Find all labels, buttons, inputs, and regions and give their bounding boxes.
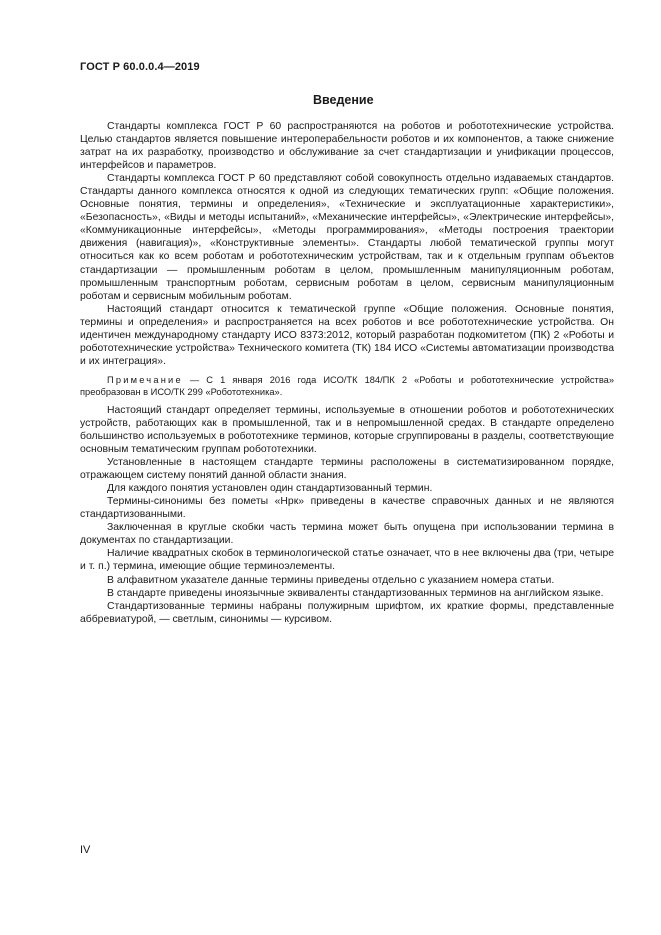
paragraph-10: В алфавитном указателе данные термины приведены отдельно с указанием номера статьи. [107,574,555,586]
paragraph-7: Термины-синонимы без пометы «Нрк» приведены в качестве справочных данных и не являются стандартизованными. [80,496,614,521]
paragraph-6: Для каждого понятия установлен один стандартизованный термин. [107,483,433,495]
body-text [80,120,614,626]
paragraph-11: В стандарте приведены иноязычные эквиваленты стандартизованных терминов на английском языке. [107,587,604,599]
paragraph-9: Наличие квадратных скобок в терминологической статье означает, что в нее включены два (три, четыре и т. п.) термина, имеющие общие терминоэлементы. [80,548,614,573]
page-number: IV [80,844,91,856]
paragraph-5: Установленные в настоящем стандарте термины расположены в систематизированном порядке, отражающем систему понятий данной области знания. [80,457,614,482]
note [80,374,614,398]
paragraph-2: Стандарты комплекса ГОСТ Р 60 представляют собой совокупность отдельно издаваемых стандартов. Стандарты данного комплекса относятся к одной из следующих тематических групп: «Общие положения. Основные понятия, термины и определения», «Технические и эксплуатационные характеристики», «Безопасность», «Виды и методы испытаний», «Механические интерфейсы», «Электрические интерфейсы», «Коммуникационные интерфейсы», «Методы программирования», «Методы построения траектории движения (навигация)», «Конструктивные элементы». Стандарты любой тематической группы могут относиться как ко всем роботам и робототехническим устройствам, так и к отдельным группам объектов стандартизации — промышленным роботам в целом, промышленным манипуляционным роботам, промышленным транспортным роботам, сервисным роботам в целом, сервисным манипуляционным роботам и сервисным мобильным роботам. [80,173,614,302]
document-code-header: ГОСТ Р 60.0.0.4—2019 [80,61,200,73]
paragraph-3: Настоящий стандарт относится к тематической группе «Общие положения. Основные понятия, термины и определения» и распространяется на всех роботов и все робототехнические устройства. Он идентичен международному стандарту ИСО 8373:2012, который разработан подкомитетом (ПК) 2 «Роботы и робототехнические устройства» Технического комитета (ТК) 184 ИСО «Системы автоматизации производства и их интеграция». [80,303,614,367]
paragraph-4: Настоящий стандарт определяет термины, используемые в отношении роботов и робототехнических устройств, работающих как в промышленной, так и в непромышленной средах. В стандарте определено большинство используемых в робототехнике терминов, которые сгруппированы в разделы, соответствующие основным тематическим группам робототехники. [80,404,614,456]
paragraph-12: Стандартизованные термины набраны полужирным шрифтом, их краткие формы, представленные аббревиатурой, — светлым, синонимы — курсивом. [80,600,614,625]
paragraph-8: Заключенная в круглые скобки часть термина может быть опущена при использовании термина в документах по стандартизации. [80,522,614,547]
note-text: — С 1 января 2016 года ИСО/ТК 184/ПК 2 «Роботы и робототехнические устройства» преобразован в ИСО/ТК 299 «Робототехника». [80,374,614,397]
paragraph-1: Стандарты комплекса ГОСТ Р 60 распространяются на роботов и робототехнические устройства. Целью стандартов является повышение интероперабельности роботов и их компонентов, а также снижение затрат на их разработку, производство и обслуживание за счет стандартизации и унификации процессов, интерфейсов и параметров. [80,121,614,172]
section-title: Введение [313,93,374,107]
note-label: Примечание [107,374,183,385]
